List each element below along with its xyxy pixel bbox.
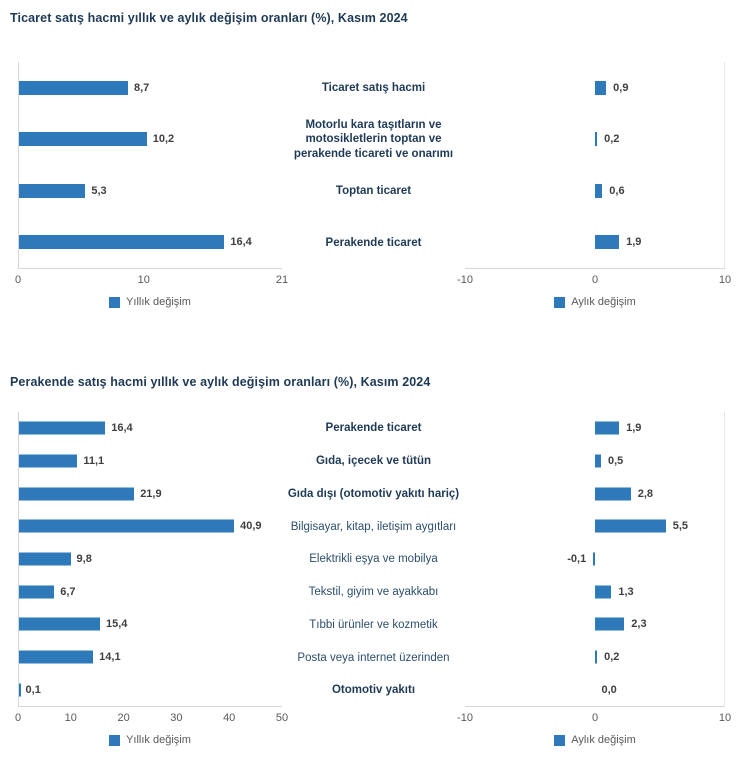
axis-tick-label: 10 <box>718 274 732 286</box>
annual-change-bar <box>19 618 100 631</box>
bar-row <box>19 673 282 706</box>
category-label: Tekstil, giyim ve ayakkabı <box>308 586 439 599</box>
axis-tick-label: 0 <box>14 274 22 286</box>
trade-annual-plot <box>18 62 282 269</box>
monthly-change-bar <box>595 585 612 598</box>
retail-annual-axis <box>14 707 289 725</box>
monthly-change-bar <box>595 487 631 500</box>
value-label: 1,3 <box>618 585 634 598</box>
trade-monthly-legend <box>465 294 725 310</box>
annual-change-bar <box>19 235 224 249</box>
monthly-change-bar <box>595 455 601 468</box>
value-label: 2,3 <box>631 618 647 631</box>
monthly-change-bar <box>595 132 598 146</box>
category-label: Posta veya internet üzerinden <box>297 651 450 664</box>
value-label: 6,7 <box>60 585 76 598</box>
value-label: 0,2 <box>604 651 620 664</box>
trade-annual-legend <box>18 294 282 310</box>
monthly-change-bar <box>595 520 666 533</box>
axis-tick-label: 50 <box>275 712 289 724</box>
annual-change-bar <box>19 553 71 566</box>
annual-change-bar <box>19 455 77 468</box>
category-label: Otomotiv yakıtı <box>331 684 416 697</box>
monthly-change-bar <box>595 235 620 249</box>
bar-row <box>465 412 724 445</box>
annual-change-bar <box>19 651 93 664</box>
trade-category-labels <box>282 62 465 269</box>
bar-row <box>19 575 282 608</box>
bar-row <box>465 217 724 269</box>
annual-change-bar <box>19 132 147 146</box>
legend-swatch-icon <box>109 297 120 308</box>
axis-tick-label: -10 <box>457 274 473 286</box>
bar-row <box>465 62 724 114</box>
legend-swatch-icon <box>554 297 565 308</box>
bar-row <box>465 673 724 706</box>
legend-spacer <box>282 294 465 310</box>
retail-category-labels <box>282 412 465 707</box>
trade-chart <box>14 62 732 310</box>
axis-tick-label: 21 <box>275 274 289 286</box>
monthly-change-bar <box>595 422 620 435</box>
legend-swatch-icon <box>109 735 120 746</box>
annual-change-bar <box>19 520 234 533</box>
axis-tick-label: -10 <box>457 712 473 724</box>
bar-row <box>465 608 724 641</box>
annual-change-bar <box>19 487 134 500</box>
bar-row <box>19 477 282 510</box>
monthly-change-bar <box>595 651 598 664</box>
bar-row <box>19 114 282 166</box>
value-label: 1,9 <box>626 236 642 249</box>
axis-tick-label: 40 <box>223 712 236 724</box>
annual-change-bar <box>19 184 85 198</box>
bar-row <box>19 445 282 478</box>
value-label: 16,4 <box>111 422 133 435</box>
bar-row <box>465 641 724 674</box>
value-label: 5,5 <box>672 520 689 533</box>
annual-change-bar <box>19 585 54 598</box>
category-label: Ticaret satış hacmi <box>321 81 426 94</box>
legend-swatch-icon <box>554 735 565 746</box>
bar-row <box>19 608 282 641</box>
axis-tick-label: 0 <box>591 274 599 286</box>
annual-change-bar <box>19 81 128 95</box>
value-label: 8,7 <box>133 81 150 94</box>
legend-label: Aylık değişim <box>571 296 636 308</box>
category-label: Perakende ticaret <box>325 236 422 249</box>
category-label: Toptan ticaret <box>335 185 412 198</box>
value-label: 14,1 <box>99 651 121 664</box>
category-label: Gıda, içecek ve tütün <box>315 454 432 467</box>
axis-tick-label: 10 <box>137 274 150 286</box>
bar-row <box>19 543 282 576</box>
retail-chart <box>14 412 732 748</box>
trade-monthly-plot <box>465 62 725 269</box>
legend-label: Aylık değişim <box>571 734 636 746</box>
value-label: 0,5 <box>607 455 624 467</box>
axis-tick-label: 20 <box>117 712 130 724</box>
value-label: 2,8 <box>637 487 654 500</box>
trade-monthly-axis <box>457 269 732 287</box>
value-label: 16,4 <box>230 236 252 249</box>
retail-monthly-legend <box>465 732 725 748</box>
axis-spacer <box>282 269 465 287</box>
annual-change-bar <box>19 683 21 696</box>
trade-annual-axis <box>14 269 289 287</box>
bar-row <box>465 114 724 166</box>
category-label: Tıbbi ürünler ve kozmetik <box>309 618 438 631</box>
bar-row <box>19 510 282 543</box>
value-label: 0,2 <box>604 133 620 146</box>
retail-annual-legend <box>18 732 282 748</box>
axis-tick-label: 30 <box>170 712 183 724</box>
bar-row <box>19 412 282 445</box>
axis-tick-label: 0 <box>14 712 22 724</box>
bar-row <box>465 575 724 608</box>
axis-spacer <box>282 707 465 725</box>
value-label: 40,9 <box>240 520 262 533</box>
value-label: 11,1 <box>83 455 105 467</box>
category-label: Gıda dışı (otomotiv yakıtı hariç) <box>287 487 460 500</box>
bar-row <box>19 641 282 674</box>
annual-change-bar <box>19 422 105 435</box>
retail-chart-title: Perakende satış hacmi yıllık ve aylık değişim oranları (%), Kasım 2024 <box>10 375 431 389</box>
axis-tick-label: 10 <box>64 712 77 724</box>
category-label: Bilgisayar, kitap, iletişim aygıtları <box>290 520 457 533</box>
monthly-change-bar <box>595 618 625 631</box>
value-label: 1,9 <box>626 422 642 435</box>
value-label: 5,3 <box>91 184 107 197</box>
axis-tick-label: 0 <box>591 712 599 724</box>
category-label: Motorlu kara taşıtların ve motosikletlerin toptan ve perakende ticareti ve onarımı <box>293 119 454 160</box>
value-label: 10,2 <box>152 133 175 146</box>
bar-row <box>465 165 724 217</box>
bar-row <box>465 543 724 576</box>
bar-row <box>19 165 282 217</box>
value-label: 9,8 <box>76 553 92 566</box>
monthly-change-bar <box>595 81 607 95</box>
value-label: 0,1 <box>25 683 41 696</box>
legend-label: Yıllık değişim <box>126 734 191 746</box>
value-label: 15,4 <box>106 618 128 631</box>
bar-row <box>465 510 724 543</box>
value-label: 0,9 <box>613 81 629 94</box>
category-label: Elektrikli eşya ve mobilya <box>309 553 438 566</box>
bar-row <box>19 62 282 114</box>
retail-monthly-plot <box>465 412 725 707</box>
legend-spacer <box>282 732 465 748</box>
bar-row <box>19 217 282 269</box>
retail-annual-plot <box>18 412 282 707</box>
category-label: Perakende ticaret <box>325 422 422 435</box>
trade-chart-title: Ticaret satış hacmi yıllık ve aylık değişim oranları (%), Kasım 2024 <box>10 11 408 25</box>
axis-tick-label: 10 <box>718 712 732 724</box>
value-label: 21,9 <box>140 487 162 500</box>
bar-row <box>465 477 724 510</box>
value-label: 0,0 <box>601 683 617 696</box>
value-label: -0,1 <box>567 553 587 566</box>
bar-row <box>465 445 724 478</box>
monthly-change-bar <box>593 553 595 566</box>
retail-monthly-axis <box>457 707 732 725</box>
monthly-change-bar <box>595 184 603 198</box>
legend-label: Yıllık değişim <box>126 296 191 308</box>
value-label: 0,6 <box>609 184 625 197</box>
